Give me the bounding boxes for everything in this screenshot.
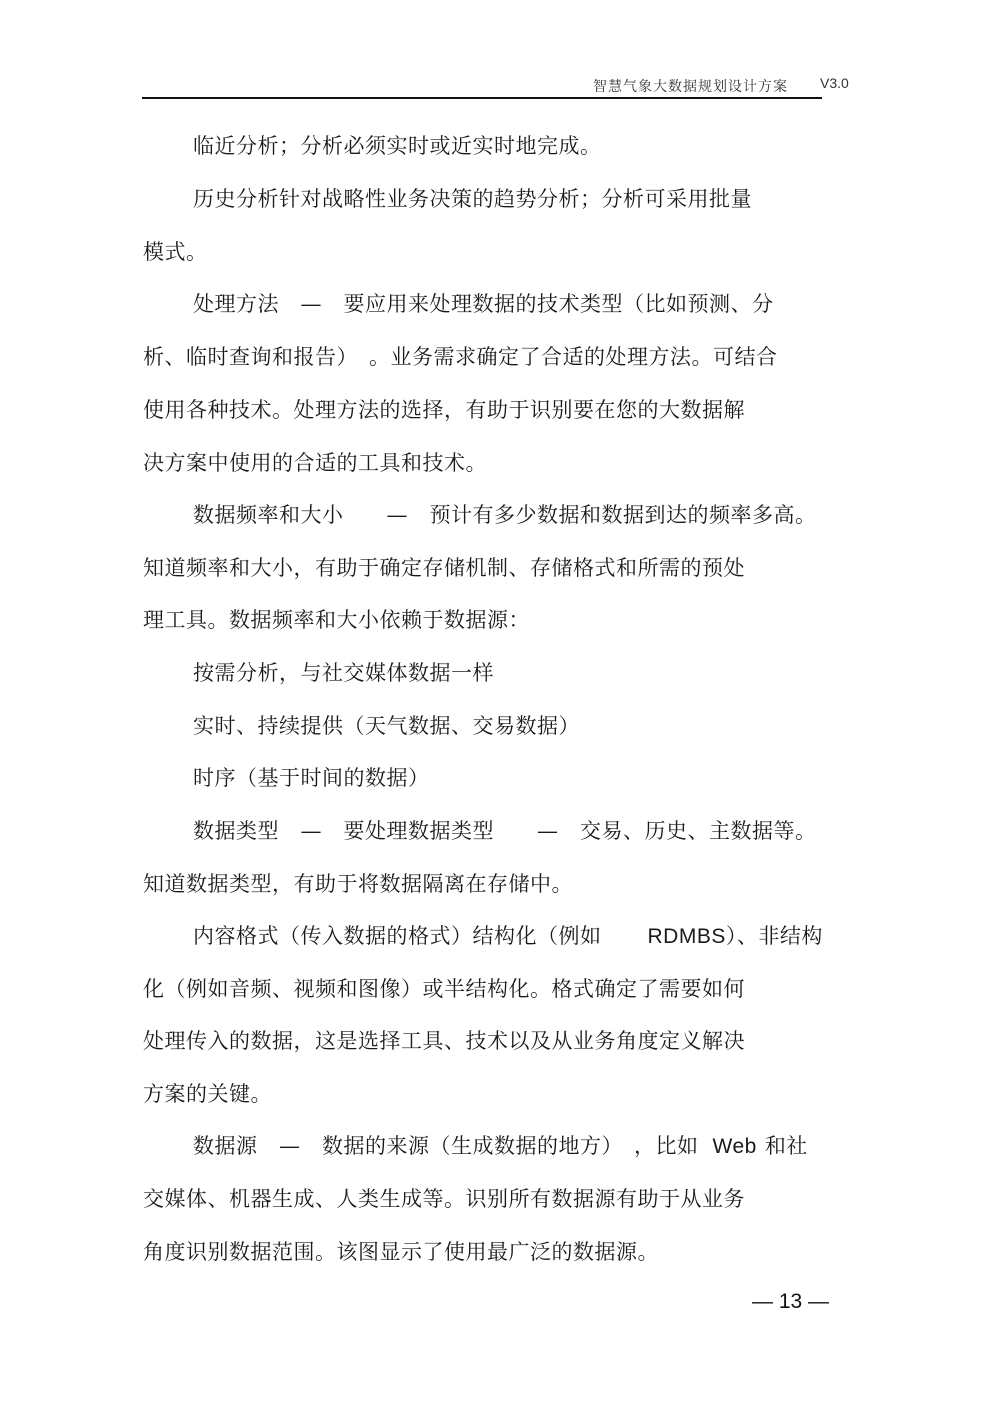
text-line: 知道数据类型，有助于将数据隔离在存储中。 [143,872,573,896]
text-line: 按需分析，与社交媒体数据一样 [193,661,494,685]
text-line: 化（例如音频、视频和图像）或半结构化。格式确定了需要如何 [143,977,745,1001]
text-line: 方案的关键。 [143,1082,272,1106]
text-line: 理工具。数据频率和大小依赖于数据源： [143,608,530,632]
text-line: 临近分析；分析必须实时或近实时地完成。 [193,134,602,158]
text-line: 交媒体、机器生成、人类生成等。识别所有数据源有助于从业务 [143,1187,745,1211]
text-line: 模式。 [143,240,208,264]
text-segment: 数据源 — 数据的来源（生成数据的地方） ，比如 [193,1134,699,1158]
text-line: 知道频率和大小，有助于确定存储机制、存储格式和所需的预处 [143,556,745,580]
text-line: 时序（基于时间的数据） [193,766,430,790]
text-segment: 内容格式（传入数据的格式）结构化（例如 [193,924,602,948]
text-line: 析、临时查询和报告） 。业务需求确定了合适的处理方法。可结合 [143,345,778,369]
text-line: 数据类型 — 要处理数据类型 — 交易、历史、主数据等。 [193,819,817,843]
text-line: 处理方法 — 要应用来处理数据的技术类型（比如预测、分 [193,292,774,316]
text-line [193,1136,808,1157]
text-line: 角度识别数据范围。该图显示了使用最广泛的数据源。 [143,1240,659,1264]
text-line: 决方案中使用的合适的工具和技术。 [143,451,487,475]
text-segment: RDMBS [647,925,726,948]
text-line: 数据频率和大小 — 预计有多少数据和数据到达的频率多高。 [193,503,817,527]
text-line: 处理传入的数据，这是选择工具、技术以及从业务角度定义解决 [143,1029,745,1053]
text-segment: 和社 [764,1134,808,1158]
text-segment: Web [712,1135,757,1158]
header-divider [142,97,822,99]
text-line: 实时、持续提供（天气数据、交易数据） [193,714,580,738]
text-line [193,926,823,947]
document-version: V3.0 [820,75,849,91]
text-line: 使用各种技术。处理方法的选择，有助于识别要在您的大数据解 [143,398,745,422]
text-line: 历史分析针对战略性业务决策的趋势分析；分析可采用批量 [193,187,752,211]
text-segment: ）、非结构 [725,924,823,948]
document-title: 智慧气象大数据规划设计方案 [593,79,788,95]
page-number: — 13 — [752,1290,830,1313]
